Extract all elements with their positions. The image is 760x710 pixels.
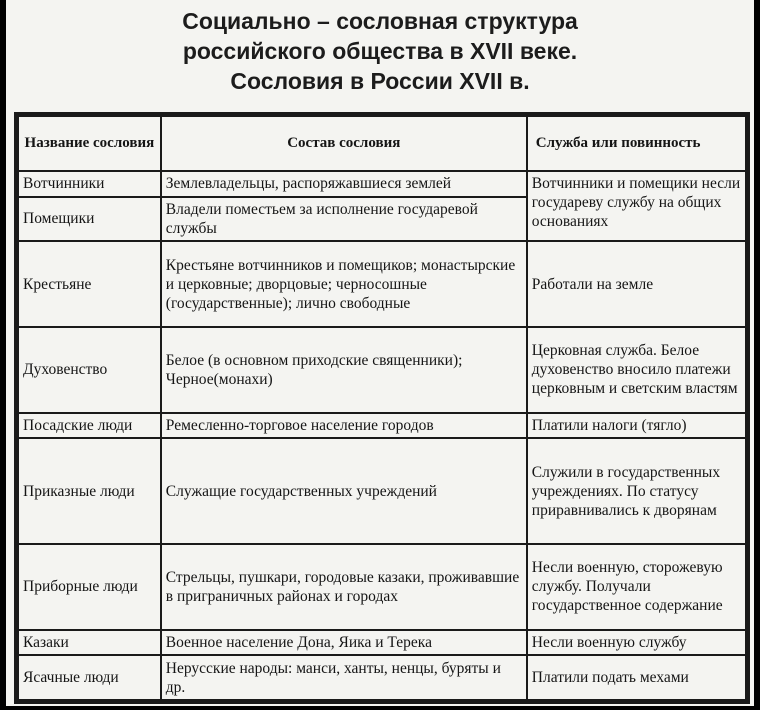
estate-name: Духовенство — [18, 327, 161, 413]
estate-name: Посадские люди — [18, 413, 161, 438]
table-header-row — [18, 116, 746, 171]
estate-service: Платили налоги (тягло) — [527, 413, 746, 438]
header-service: Служба или повинность — [527, 116, 746, 171]
estate-name: Приборные люди — [18, 544, 161, 630]
estate-composition: Военное население Дона, Яика и Терека — [161, 630, 527, 655]
table-row — [18, 241, 746, 327]
estate-name: Вотчинники — [18, 171, 161, 196]
table-row — [18, 655, 746, 700]
table-row — [18, 438, 746, 544]
header-composition: Состав сословия — [161, 116, 527, 171]
estate-name: Приказные люди — [18, 438, 161, 544]
estate-service: Служили в государственных учреждениях. По статусу приравнивались к дворянам — [527, 438, 746, 544]
estate-composition: Крестьяне вотчинников и помещиков; монастырские и церковные; дворцовые; черносошные (государственные); лично свободные — [161, 241, 527, 327]
estate-service: Платили подать мехами — [527, 655, 746, 700]
page-title — [6, 6, 754, 96]
estate-service: Несли военную, сторожевую службу. Получали государственное содержание — [527, 544, 746, 630]
title-line-2: российского общества в XVII веке. — [182, 38, 578, 64]
estate-composition: Ремесленно-торговое население городов — [161, 413, 527, 438]
table-row — [18, 544, 746, 630]
title-line-3: Сословия в России XVII в. — [230, 68, 530, 94]
estate-service: Вотчинники и помещики несли государеву службу на общих основаниях — [527, 171, 746, 241]
estate-composition: Белое (в основном приходские священники); Черное(монахи) — [161, 327, 527, 413]
table-row — [18, 327, 746, 413]
estate-composition: Нерусские народы: манси, ханты, ненцы, буряты и др. — [161, 655, 527, 700]
estate-service: Несли военную службу — [527, 630, 746, 655]
estate-name: Ясачные люди — [18, 655, 161, 700]
estates-table-frame — [14, 112, 750, 704]
table-row — [18, 171, 746, 196]
header-name: Название сословия — [18, 116, 161, 171]
estate-composition: Стрельцы, пушкари, городовые казаки, проживавшие в приграничных районах и городах — [161, 544, 527, 630]
estates-table — [17, 115, 747, 701]
estate-composition: Служащие государственных учреждений — [161, 438, 527, 544]
estate-composition: Землевладельцы, распоряжавшиеся землей — [161, 171, 527, 196]
table-row — [18, 630, 746, 655]
estate-name: Крестьяне — [18, 241, 161, 327]
estate-service: Церковная служба. Белое духовенство вносило платежи церковным и светским властям — [527, 327, 746, 413]
estate-name: Помещики — [18, 197, 161, 242]
estate-composition: Владели поместьем за исполнение государевой службы — [161, 197, 527, 242]
table-row — [18, 413, 746, 438]
estate-service: Работали на земле — [527, 241, 746, 327]
estate-name: Казаки — [18, 630, 161, 655]
title-line-1: Социально – сословная структура — [182, 8, 578, 34]
document-page — [6, 0, 754, 706]
